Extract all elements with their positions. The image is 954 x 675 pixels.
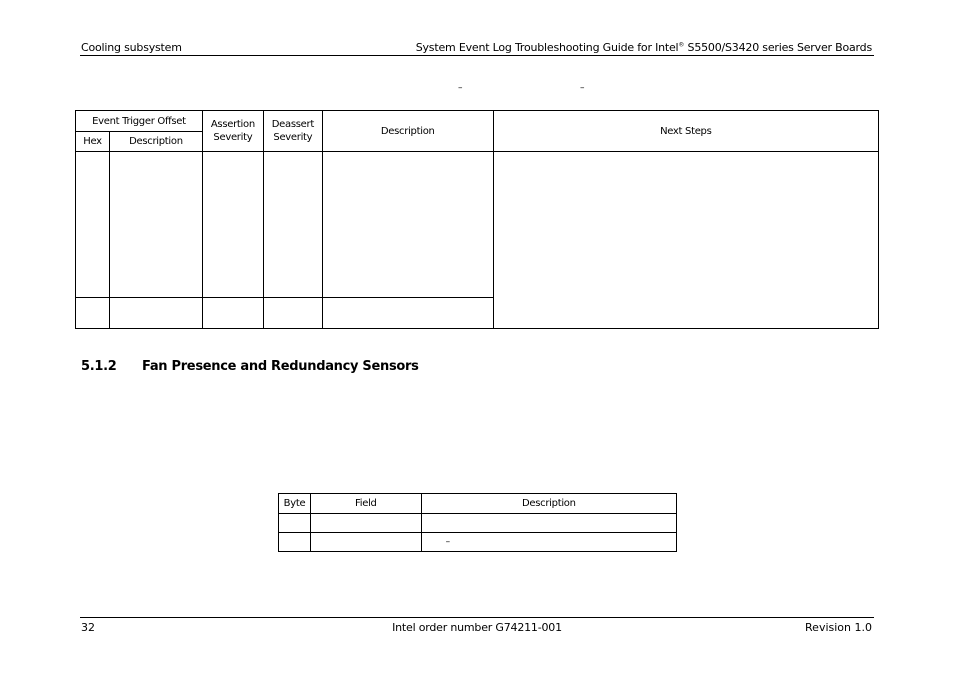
caption-dash-1: –	[458, 83, 463, 93]
th-description: Description	[322, 111, 493, 152]
table-cell	[279, 533, 311, 552]
table-row	[279, 514, 677, 533]
running-header-right	[416, 41, 872, 54]
registered-mark: ®	[678, 41, 685, 49]
table-cell	[202, 298, 263, 329]
running-header-left: Cooling subsystem	[81, 41, 182, 54]
table-cell	[322, 152, 493, 298]
header-rule	[80, 55, 874, 56]
caption-dash-2: –	[580, 83, 585, 93]
table-cell	[263, 298, 322, 329]
table-cell	[279, 514, 311, 533]
page-number: 32	[81, 621, 95, 634]
table-row	[76, 152, 879, 298]
table-cell	[76, 152, 110, 298]
table-cell	[322, 298, 493, 329]
table-cell	[310, 533, 421, 552]
table-cell	[109, 298, 202, 329]
header-title-suffix: S5500/S3420 series Server Boards	[684, 41, 872, 54]
th-hex: Hex	[76, 132, 110, 152]
th-next-steps: Next Steps	[493, 111, 878, 152]
section-number: 5.1.2	[81, 359, 117, 374]
table-cell	[76, 298, 110, 329]
table-cell	[202, 152, 263, 298]
table-row	[279, 533, 677, 552]
section-heading	[81, 359, 419, 374]
sensor-fields-table	[278, 493, 677, 552]
order-number: Intel order number G74211-001	[392, 621, 562, 634]
table-cell	[263, 152, 322, 298]
th-byte: Byte	[279, 494, 311, 514]
revision: Revision 1.0	[805, 621, 872, 634]
th-offset-description: Description	[109, 132, 202, 152]
header-title-prefix: System Event Log Troubleshooting Guide for Intel	[415, 41, 679, 54]
section-title: Fan Presence and Redundancy Sensors	[142, 359, 419, 374]
th-event-trigger-offset: Event Trigger Offset	[76, 111, 203, 132]
th-field: Field	[310, 494, 421, 514]
th-assertion-severity: Assertion Severity	[202, 111, 263, 152]
table-cell	[310, 514, 421, 533]
table-cell: –	[421, 533, 676, 552]
th-description: Description	[421, 494, 676, 514]
footer-rule	[80, 617, 874, 618]
th-deassert-severity: Deassert Severity	[263, 111, 322, 152]
table-cell	[109, 152, 202, 298]
event-offset-table	[75, 110, 879, 329]
table-cell	[493, 152, 878, 329]
table-cell	[421, 514, 676, 533]
